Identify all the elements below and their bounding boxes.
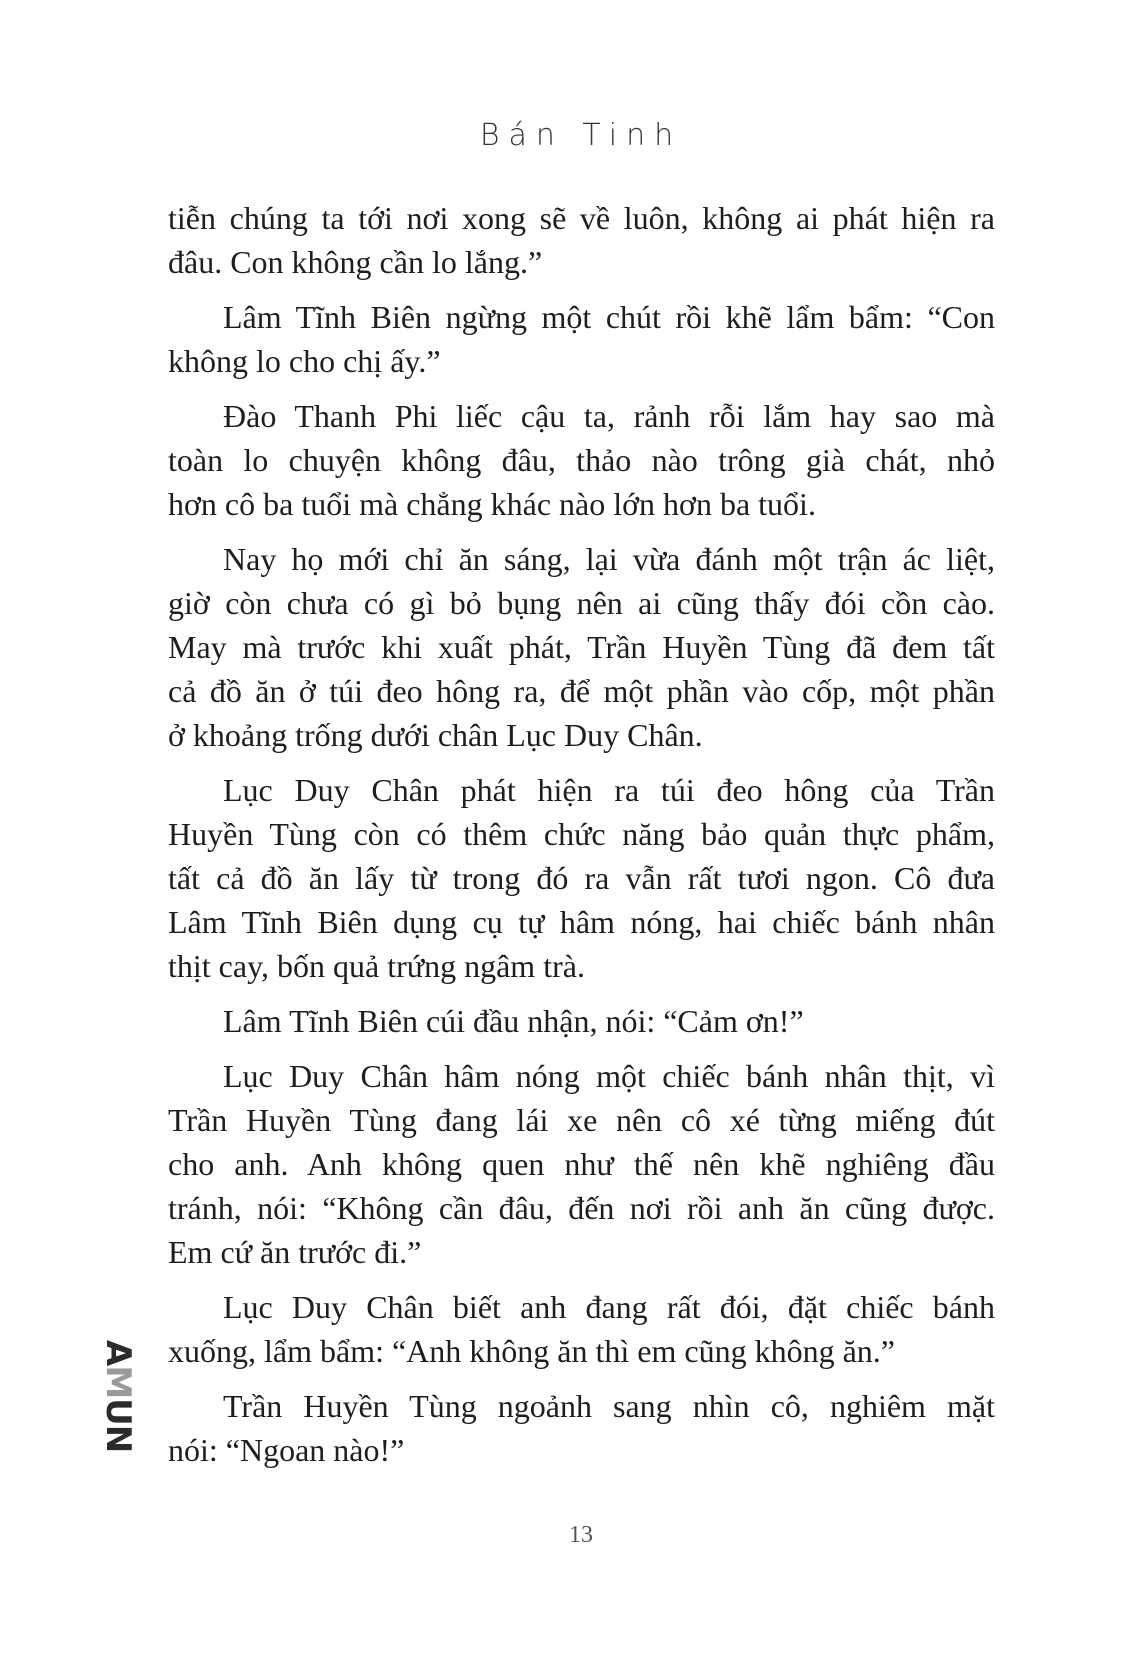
text-line: Lâm Tĩnh Biên cúi đầu nhận, nói: “Cảm ơn!”	[223, 1003, 804, 1039]
logo-letter-a: A	[98, 1340, 138, 1366]
text-line: Huyền Tùng còn có thêm chức năng bảo quản thực phẩm,	[168, 816, 995, 852]
text-line: tất cả đồ ăn lấy từ trong đó ra vẫn rất tươi ngon. Cô đưa	[168, 860, 995, 896]
text-line: thịt cay, bốn quả trứng ngâm trà.	[168, 948, 585, 984]
body-text	[168, 196, 995, 1472]
publisher-logo	[98, 1340, 138, 1452]
text-line: Lâm Tĩnh Biên ngừng một chút rồi khẽ lẩm bẩm: “Con	[223, 299, 995, 335]
logo-letters-un: UN	[98, 1398, 138, 1453]
paragraph	[168, 768, 995, 988]
text-line: Nay họ mới chỉ ăn sáng, lại vừa đánh một trận ác liệt,	[223, 541, 995, 577]
text-line: giờ còn chưa có gì bỏ bụng nên ai cũng thấy đói cồn cào.	[168, 585, 995, 621]
text-line: toàn lo chuyện không đâu, thảo nào trông già chát, nhỏ	[168, 442, 995, 478]
text-line: Lục Duy Chân phát hiện ra túi đeo hông của Trần	[223, 772, 995, 808]
page-number: 13	[569, 1522, 593, 1548]
logo-letter-m: M	[98, 1365, 138, 1399]
text-line: Trần Huyền Tùng ngoảnh sang nhìn cô, nghiêm mặt	[223, 1388, 995, 1424]
text-line: nói: “Ngoan nào!”	[168, 1432, 405, 1468]
text-line: Đào Thanh Phi liếc cậu ta, rảnh rỗi lắm hay sao mà	[223, 398, 995, 434]
text-line: không lo cho chị ấy.”	[168, 343, 441, 379]
paragraph	[168, 537, 995, 757]
text-line: Lục Duy Chân hâm nóng một chiếc bánh nhân thịt, vì	[223, 1058, 995, 1094]
text-line: Lâm Tĩnh Biên dụng cụ tự hâm nóng, hai chiếc bánh nhân	[168, 904, 995, 940]
text-line: Lục Duy Chân biết anh đang rất đói, đặt chiếc bánh	[223, 1289, 995, 1325]
text-line: tiễn chúng ta tới nơi xong sẽ về luôn, không ai phát hiện ra	[168, 200, 995, 236]
text-line: hơn cô ba tuổi mà chẳng khác nào lớn hơn ba tuổi.	[168, 486, 816, 522]
text-line: tránh, nói: “Không cần đâu, đến nơi rồi anh ăn cũng được.	[168, 1190, 995, 1226]
running-header-book-title: Bán Tinh	[479, 118, 683, 153]
paragraph	[168, 196, 995, 284]
paragraph	[168, 999, 995, 1043]
text-line: đâu. Con không cần lo lắng.”	[168, 244, 543, 280]
text-line: ở khoảng trống dưới chân Lục Duy Chân.	[168, 717, 703, 753]
text-line: May mà trước khi xuất phát, Trần Huyền Tùng đã đem tất	[168, 629, 995, 665]
text-line: cho anh. Anh không quen như thế nên khẽ nghiêng đầu	[168, 1146, 995, 1182]
text-line: xuống, lẩm bẩm: “Anh không ăn thì em cũng không ăn.”	[168, 1333, 895, 1369]
text-line: Trần Huyền Tùng đang lái xe nên cô xé từng miếng đút	[168, 1102, 995, 1138]
text-line: Em cứ ăn trước đi.”	[168, 1234, 422, 1270]
paragraph	[168, 295, 995, 383]
paragraph	[168, 1384, 995, 1472]
paragraph	[168, 1285, 995, 1373]
text-line: cả đồ ăn ở túi đeo hông ra, để một phần vào cốp, một phần	[168, 673, 995, 709]
paragraph	[168, 394, 995, 526]
paragraph	[168, 1054, 995, 1274]
